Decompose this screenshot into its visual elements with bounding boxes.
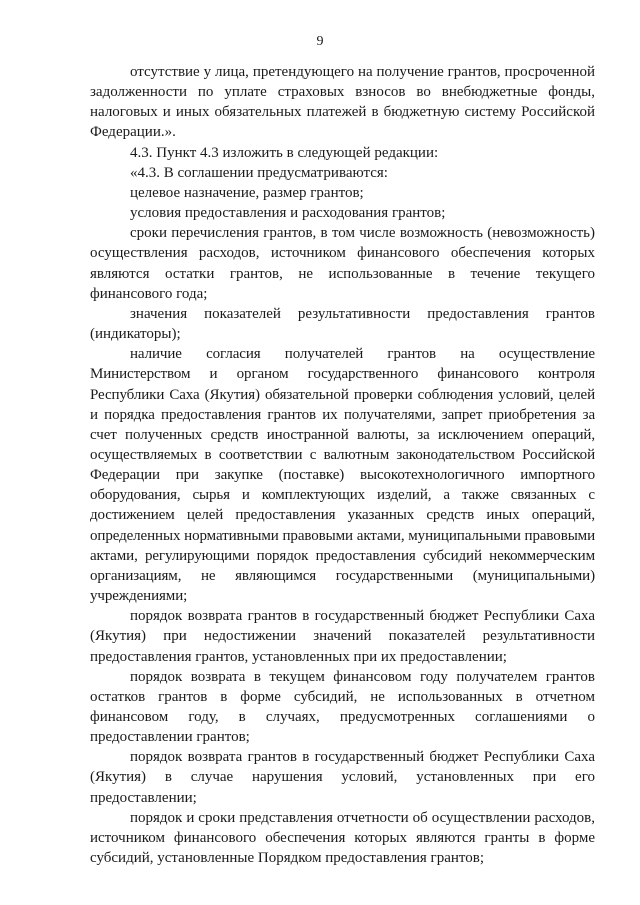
paragraph-return-remainders: порядок возврата в текущем финансовом году получателем грантов остатков грантов в форме субсидий, не использованных в отчетном финансовом году, в случаях, предусмотренных соглашениями о предоставлении грантов; bbox=[90, 668, 595, 746]
paragraph-conditions: условия предоставления и расходования грантов; bbox=[130, 205, 446, 222]
paragraph-return-underperformance: порядок возврата грантов в государственный бюджет Республики Саха (Якутия) при недостижении значений показателей результативности предоставления грантов, установленных при их предоставлении; bbox=[90, 608, 595, 665]
paragraph-amendment-4-3: 4.3. Пункт 4.3 изложить в следующей редакции: bbox=[130, 144, 439, 161]
paragraph-transfer-terms: сроки перечисления грантов, в том числе возможность (невозможность) осуществления расходов, источником финансового обеспечения которых являются остатки грантов, не использованные в течение текущего финансового года; bbox=[90, 225, 595, 302]
paragraph-agreement-intro: «4.3. В соглашении предусматриваются: bbox=[130, 164, 388, 181]
paragraph-reporting: порядок и сроки представления отчетности об осуществлении расходов, источником финансового обеспечения которых являются гранты в форме субсидий, установленные Порядком предоставления грантов; bbox=[90, 809, 595, 867]
paragraph-purpose-amount: целевое назначение, размер грантов; bbox=[130, 184, 364, 201]
paragraph-performance-indicators: значения показателей результативности предоставления грантов (индикаторы); bbox=[90, 305, 595, 343]
document-body bbox=[90, 62, 595, 868]
paragraph-return-violation: порядок возврата грантов в государственный бюджет Республики Саха (Якутия) в случае нарушения условий, установленных при его предоставлении; bbox=[90, 749, 595, 806]
page-number: 9 bbox=[316, 34, 324, 49]
paragraph-requirement-no-debt: отсутствие у лица, претендующего на получение грантов, просроченной задолженности по уплате страховых взносов во внебюджетные фонды, налоговых и иных обязательных платежей в бюджетную систему Российской Федерации.». bbox=[90, 64, 595, 141]
paragraph-consent-control: наличие согласия получателей грантов на осуществление Министерством и органом государственного финансового контроля Республики Саха (Якутия) обязательной проверки соблюдения условий, целей и порядка предоставления грантов их получателями, запрет приобретения за счет полученных средств иностранной валюты, за исключением операций, осуществляемых в соответствии с валютным законодательством Российской Федерации при закупке (поставке) высокотехнологичного импортного оборудования, сырья и комплектующих изделий, а также связанных с достижением целей предоставления указанных средств иных операций, определенных нормативными правовыми актами, муниципальными правовыми актами, регулирующими порядок предоставления субсидий некоммерческим организациям, не являющимся государственными (муниципальными) учреждениями; bbox=[90, 346, 595, 605]
